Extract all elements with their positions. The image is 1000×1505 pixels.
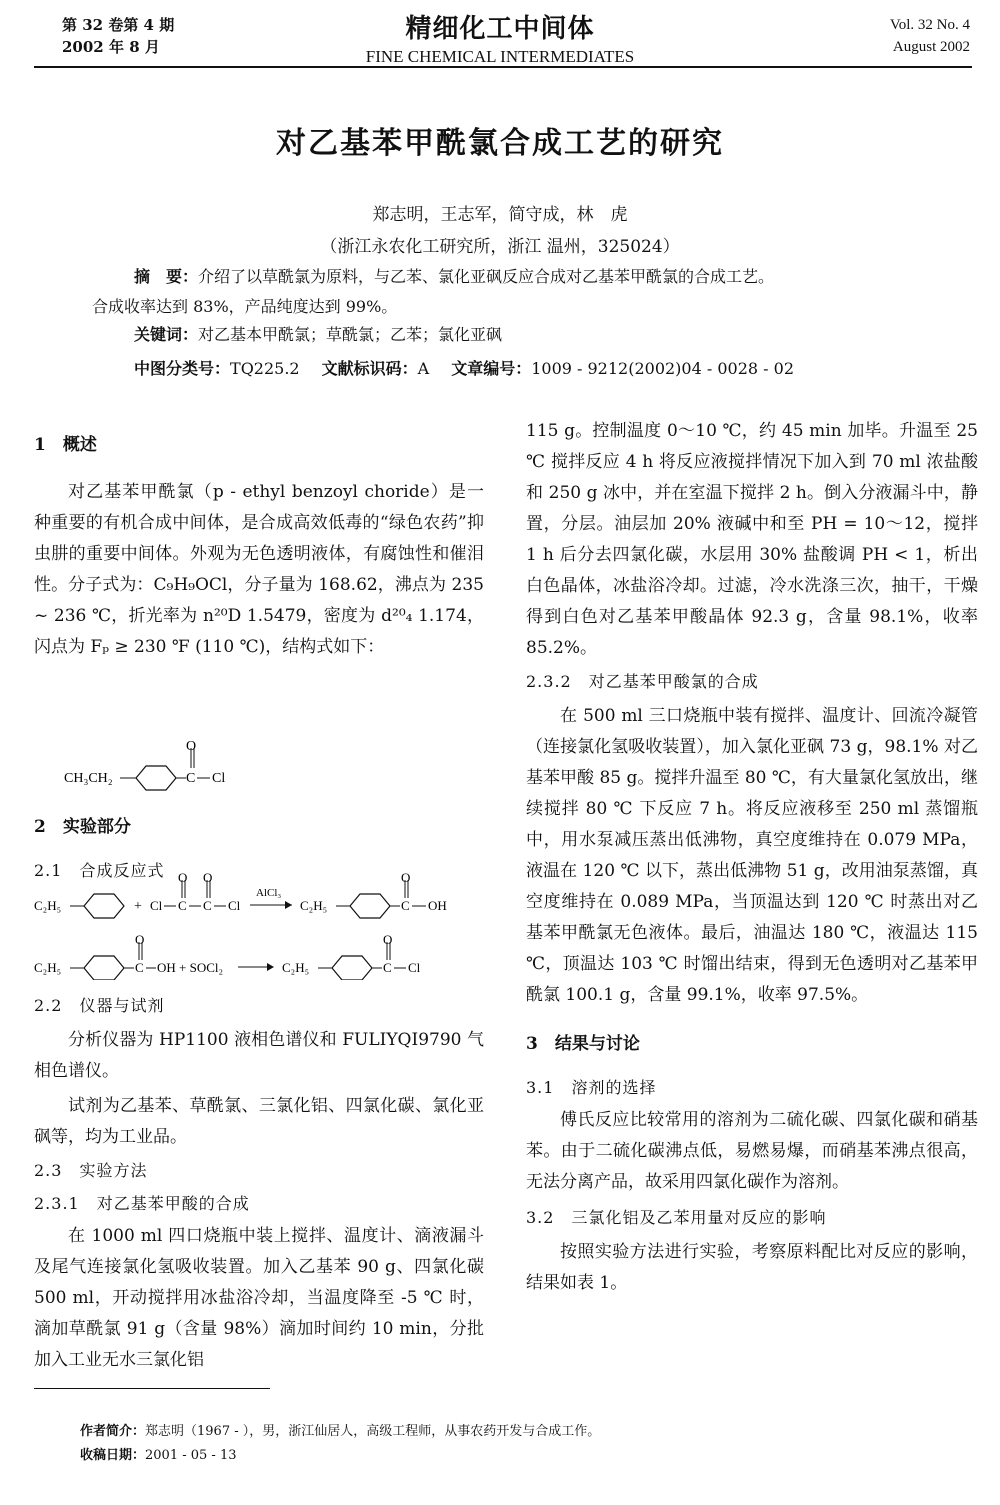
- section-2-3-2-heading: 2.3.2 对乙基苯甲酸氯的合成: [526, 672, 759, 691]
- section-2-3-1-paragraph: 在 1000 ml 四口烧瓶中装上搅拌、温度计、滴液漏斗及尾气连接氯化氢吸收装置。加入乙基苯 90 g、四氯化碳 500 ml，开动搅拌用冰盐浴冷却，当温度降至 -5 ℃ 时，滴加草酰氯 91 g（含量 98%）滴加时间约 10 min，分批加入工业无水三氯化铝: [34, 1226, 484, 1370]
- section-2-2-heading: 2.2 仪器与试剂: [34, 996, 165, 1015]
- classification: [134, 356, 794, 379]
- benzene-ring-icon: [84, 894, 124, 918]
- svg-text:C: C: [186, 771, 196, 786]
- svg-text:C: C: [401, 898, 410, 913]
- svg-text:O: O: [178, 872, 188, 885]
- keywords-label: 关键词：: [134, 325, 199, 344]
- structural-formula: [64, 738, 304, 796]
- date-cn: 2002 年 8 月: [62, 38, 160, 56]
- section-1-heading: 1 概述: [34, 435, 97, 455]
- svg-text:Cl: Cl: [408, 960, 421, 975]
- section-3-2-heading: 3.2 三氯化铝及乙苯用量对反应的影响: [526, 1208, 827, 1227]
- doc-code-label: 文献标识码：: [321, 359, 418, 378]
- svg-text:+: +: [134, 899, 142, 914]
- section-3-heading: 3 结果与讨论: [526, 1034, 640, 1054]
- abstract-text-1: 介绍了以草酰氯为原料，与乙苯、氯化亚砜反应合成对乙基苯甲酰氯的合成工艺。: [198, 267, 775, 286]
- keywords-text: 对乙基本甲酰氯；草酰氯；乙苯；氯化亚砜: [198, 325, 503, 344]
- received-date: [80, 1444, 237, 1463]
- section-2-1-heading: 2.1 合成反应式: [34, 861, 165, 880]
- author-bio-label: 作者简介：: [80, 1424, 146, 1439]
- received-date-label: 收稿日期：: [80, 1448, 146, 1463]
- section-2-3-heading: 2.3 实验方法: [34, 1161, 148, 1180]
- svg-text:C₂H₅: C₂H₅: [34, 898, 62, 913]
- footnote-rule: [34, 1388, 270, 1389]
- svg-text:AlCl₃: AlCl₃: [256, 887, 282, 899]
- section-3-1-heading: 3.1 溶剂的选择: [526, 1078, 657, 1097]
- journal-title-cn: 精细化工中间体: [405, 14, 595, 44]
- svg-text:Cl: Cl: [228, 898, 241, 913]
- date-en: August 2002: [892, 39, 970, 55]
- section-2-2-paragraph-2: 试剂为乙基苯、草酰氯、三氯化铝、四氯化碳、氯化亚砜等，均为工业品。: [34, 1096, 484, 1147]
- structural-formula-text: CH₃CH₂: [64, 771, 113, 786]
- authors: 郑志明，王志军，简守成，林 虎: [372, 205, 628, 225]
- reaction-scheme-1: [34, 872, 494, 922]
- paper-title: 对乙基苯甲酰氯合成工艺的研究: [276, 126, 724, 161]
- section-2-heading: 2 实验部分: [34, 817, 131, 837]
- section-2-2-block: [34, 990, 484, 1376]
- section-2-3-1-continued: 115 g。控制温度 0～10 ℃，约 45 min 加毕。升温至 25 ℃ 搅拌反应 4 h 将反应液搅拌情况下加入到 70 ml 浓盐酸和 250 g 冰中，并在室温下搅拌 2 h。倒入分液漏斗中，静置，分层。油层加 20% 液碱中和至 PH = 10～12，搅拌 1 h 后分去四氯化碳，水层用 30% 盐酸调 PH < 1，析出白色晶体，冰盐浴冷却。过滤，冷水洗涤三次，抽干，干燥得到白色对乙基苯甲酸晶体 92.3 g，含量 98.1%，收率 85.2%。: [526, 421, 978, 658]
- svg-text:C₂H₅: C₂H₅: [34, 960, 62, 975]
- volume-cn: 第 32 卷第 4 期: [62, 16, 175, 34]
- svg-text:C: C: [383, 960, 392, 975]
- svg-text:C: C: [178, 898, 187, 913]
- section-2-3-2-paragraph: 在 500 ml 三口烧瓶中装有搅拌、温度计、回流冷凝管（连接氯化氢吸收装置），加入氯化亚砜 73 g，98.1% 对乙基苯甲酸 85 g。搅拌升温至 80 ℃，有大量氯化氢放出，继续搅拌 80 ℃ 下反应 7 h。将反应液移至 250 ml 蒸馏瓶中，用水泵减压蒸出低沸物，真空度维持在 0.079 MPa，液温在 120 ℃ 以下，蒸出低沸物 51 g，改用油泵蒸馏，真空度维持在 0.089 MPa，当顶温达到 120 ℃ 时蒸出对乙基苯甲酰氯无色液体。最后，油温达 180 ℃，液温达 115 ℃，顶温达 103 ℃ 时馏出结束，得到无色透明对乙基苯甲酰氯 100.1 g，含量 99.1%，收率 97.5%。: [526, 706, 978, 1005]
- section-2-3-1-heading: 2.3.1 对乙基苯甲酸的合成: [34, 1194, 250, 1213]
- section-3-2-paragraph: 按照实验方法进行实验，考察原料配比对反应的影响，结果如表 1。: [526, 1242, 978, 1293]
- benzene-ring-icon: [84, 956, 124, 980]
- abstract: [92, 262, 952, 322]
- author-bio: [80, 1420, 600, 1439]
- svg-text:Cl: Cl: [150, 898, 163, 913]
- section-1-paragraph: 对乙基苯甲酰氯（p - ethyl benzoyl choride）是一种重要的有机合成中间体，是合成高效低毒的“绿色农药”抑虫肼的重要中间体。外观为无色透明液体，有腐蚀性和催泪性。分子式为：C₉H₉OCl，分子量为 168.62，沸点为 235 ~ 236 ℃，折光率为 n²⁰D 1.5479，密度为 d²⁰₄ 1.174，闪点为 Fₚ ≥ 230 ℉ (110 ℃)，结构式如下：: [34, 482, 484, 657]
- clc-value: TQ225.2: [230, 359, 300, 378]
- svg-text:C₂H₅: C₂H₅: [300, 898, 328, 913]
- abstract-text-2: 合成收率达到 83%，产品纯度达到 99%。: [92, 297, 398, 316]
- article-no-label: 文章编号：: [451, 359, 532, 378]
- affiliation: （浙江永农化工研究所，浙江 温州，325024）: [320, 237, 680, 257]
- volume-en: Vol. 32 No. 4: [889, 17, 970, 33]
- journal-title-en: FINE CHEMICAL INTERMEDIATES: [365, 47, 635, 66]
- keywords: [134, 322, 502, 345]
- svg-text:O: O: [135, 932, 145, 947]
- svg-text:O: O: [383, 932, 393, 947]
- svg-text:OH: OH: [428, 898, 447, 913]
- abstract-label: 摘 要：: [134, 267, 199, 286]
- svg-text:C: C: [203, 898, 212, 913]
- svg-text:O: O: [186, 739, 197, 754]
- clc-label: 中图分类号：: [134, 359, 231, 378]
- svg-text:O: O: [203, 872, 213, 885]
- right-column: [526, 416, 978, 1299]
- header-rule: [34, 66, 972, 68]
- svg-text:OH + SOCl₂: OH + SOCl₂: [157, 960, 224, 975]
- author-bio-text: 郑志明（1967 - ），男，浙江仙居人，高级工程师，从事农药开发与合成工作。: [145, 1424, 601, 1439]
- received-date-value: 2001 - 05 - 13: [145, 1448, 237, 1463]
- reaction-scheme-2: [34, 930, 494, 980]
- svg-text:C₂H₅: C₂H₅: [282, 960, 310, 975]
- benzene-ring-icon: [350, 894, 390, 918]
- section-3-1-paragraph: 傅氏反应比较常用的溶剂为二硫化碳、四氯化碳和硝基苯。由于二硫化碳沸点低，易燃易爆，而硝基苯沸点很高，无法分离产品，故采用四氯化碳作为溶剂。: [526, 1110, 978, 1192]
- doc-code-value: A: [417, 359, 430, 378]
- section-2-2-paragraph-1: 分析仪器为 HP1100 液相色谱仪和 FULIYQI9790 气相色谱仪。: [34, 1030, 484, 1081]
- svg-text:O: O: [401, 872, 411, 885]
- left-column: [34, 430, 484, 663]
- benzene-ring-icon: [332, 956, 372, 980]
- benzene-ring-icon: [136, 766, 176, 790]
- issue-info-en: [890, 14, 970, 58]
- svg-text:Cl: Cl: [212, 771, 226, 786]
- svg-text:C: C: [135, 960, 144, 975]
- article-no-value: 1009 - 9212(2002)04 - 0028 - 02: [531, 359, 795, 378]
- journal-title: [0, 8, 1000, 67]
